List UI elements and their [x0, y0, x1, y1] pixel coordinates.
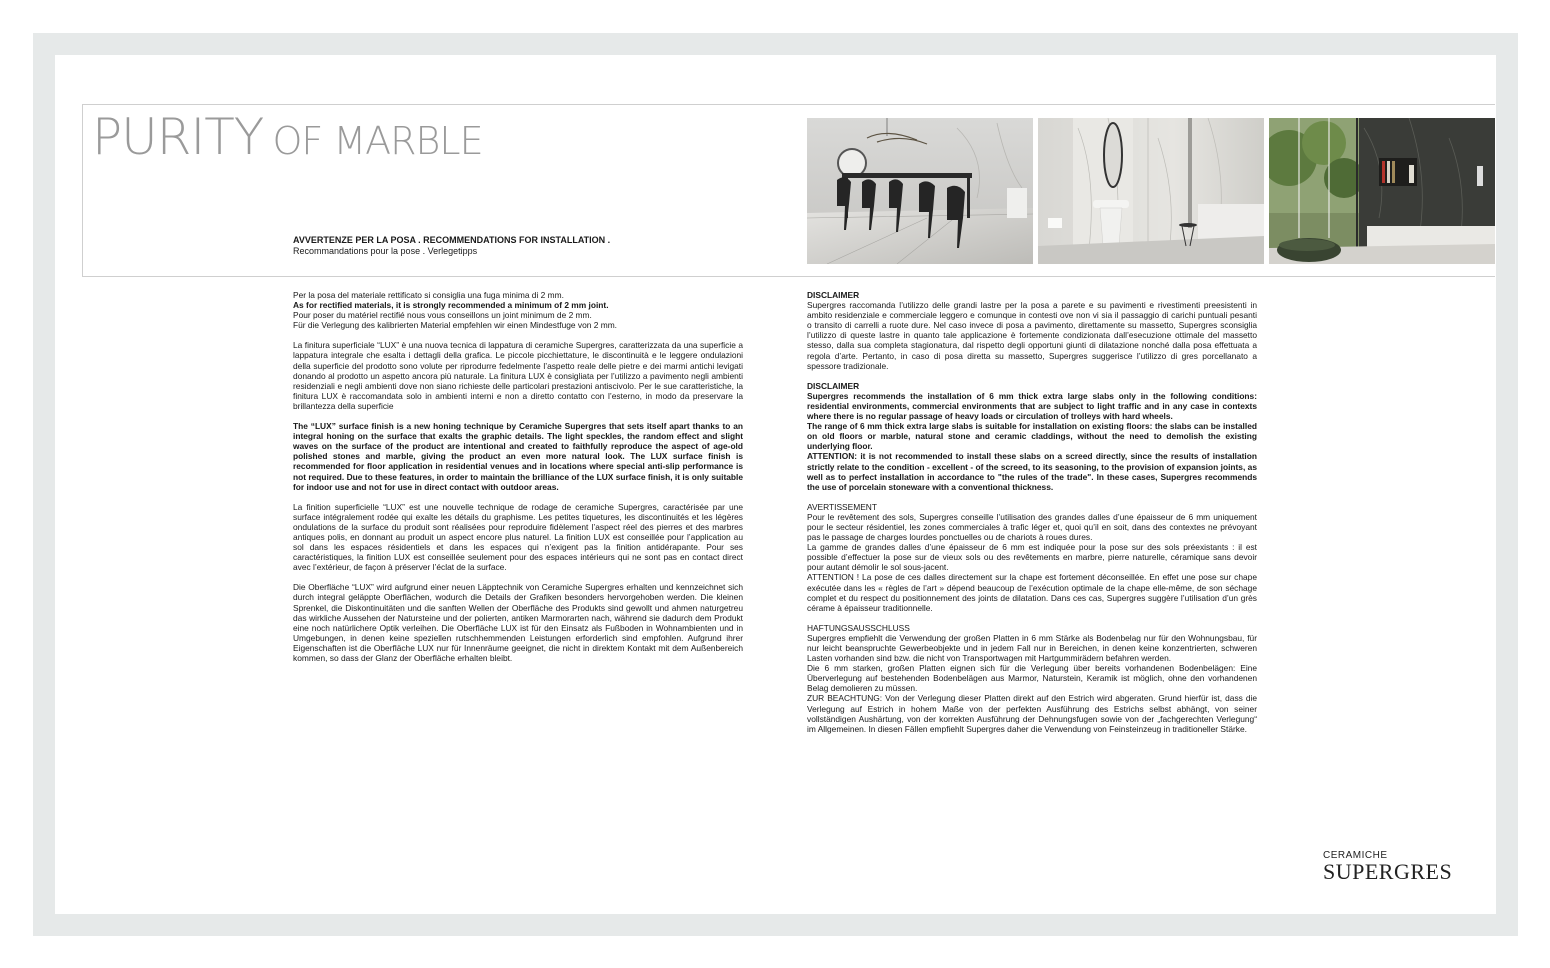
lux-text-fr: La finition superficielle “LUX” est une nouvelle technique de rodage de ceramiche Supergres, caractérisée par une surface intégralement rodée qui exalte les détails du graphisme. Les petites tiquetures, les discontinuités et les légères ondulations de la surface du produit sont réalisées pour reproduire fidèlement l’aspect réel des pierres et des marbres antiques polis, en donnant au produit un aspect encore plus naturel. La finition LUX est conseillée pour l’application au sol dans les espaces résidentiels et dans les espaces qui n’exigent pas la finition antidérapante. Pour ses caractéristiques, la finition LUX est conseillée seulement pour des espaces intérieurs qui ne sont pas en contact direct avec l’extérieur, de façon à préserver l’éclat de la surface.: [293, 501, 743, 573]
joint-text-en: As for rectified materials, it is strongly recommended a minimum of 2 mm joint.: [293, 300, 609, 311]
disclaimer-de-text-3: ZUR BEACHTUNG: Von der Verlegung dieser Platten direkt auf den Estrich wird abgeraten. Grund hierfür ist, dass die Verlegung auf Estrich in hohem Maße von der perfekten Ausführung des Estrichs selbst abhängt, von seiner vollständigen Aushärtung, von der korrekten Ausführung der Dehnungsfugen sowie von der „fachgerechten Verlegung“ im Allgemeinen. In diesen Fällen empfiehlt Supergres daher die Verwendung von Feinsteinzeug in traditioneller Stärke.: [807, 693, 1257, 734]
living-room-photo: [1269, 118, 1495, 264]
joint-text-de: Für die Verlegung des kalibrierten Material empfehlen wir einen Mindestfuge von 2 mm.: [293, 320, 617, 331]
disclaimer-fr-text-2: La gamme de grandes dalles d’une épaisseur de 6 mm est indiquée pour la pose sur des sols préexistants : il est possible d’effectuer la pose sur de vieux sols ou des revêtements en marbre, pierre naturelle, céramique sans devoir pour autant démolir le sol sous-jacent.: [807, 542, 1257, 573]
disclaimer-en-text-2: The range of 6 mm thick extra large slabs is suitable for installation on existing floors: the slabs can be installed on old floors or marble, natural stone and ceramic claddings, without the need to demolish the existing underlying floor.: [807, 421, 1257, 452]
logo-ceramiche: CERAMICHE: [1323, 850, 1388, 861]
dining-room-photo: [807, 118, 1033, 264]
disclaimer-fr-text-3: ATTENTION ! La pose de ces dalles directement sur la chape est fortement déconseillée. En effet une pose sur chape exécutée dans les « règles de l’art » dépend beaucoup de l’exécution optimale de la chape elle-même, de son séchage complet et du respect du positionnement des joints de dilatation. Dans ces cas, Supergres suggère l’utilisation d’un grès cérame à épaisseur traditionnelle.: [807, 572, 1257, 613]
subhead-line-1: AVVERTENZE PER LA POSA . RECOMMENDATIONS FOR INSTALLATION .: [293, 235, 611, 245]
logo-supergres: SUPERGRES: [1323, 859, 1453, 884]
right-text-column: [807, 290, 1257, 734]
page-title: [92, 108, 483, 166]
subhead-line-2: Recommandations pour la pose . Verlegetipps: [293, 246, 478, 256]
bathroom-photo: [1038, 118, 1264, 264]
joint-text-fr: Pour poser du matériel rectifié nous vous conseillons un joint minimum de 2 mm.: [293, 310, 592, 321]
disclaimer-en-text-1: Supergres recommends the installation of 6 mm thick extra large slabs only in the following conditions: residential environments, commercial environments that are subject to light traffic and in any case in contexts where there is no regular passage of heavy loads or circulation of trolleys with hard wheels.: [807, 390, 1257, 422]
lux-text-de: Die Oberfläche “LUX” wird aufgrund einer neuen Läpptechnik von Ceramiche Supergres erhalten und kennzeichnet sich durch integral geläppte Oberflächen, wodurch die Details der Grafiken besonders hervorgehoben werden. Die kleinen Sprenkel, die Diskontinuitäten und die sanften Wellen der Oberfläche des Produkts sind gewollt und ahmen naturgetreu das wirkliche Aussehen der Natursteine und der polierten, antiken Marmorarten nach, während sie dadurch dem Produkt eine noch natürlichere Optik verleihen. Die Oberfläche LUX ist für den Einsatz als Fußboden in Wohnambienten und in Umgebungen, in denen keine speziellen rutschhemmenden Leistungen erforderlich sind empfohlen. Aufgrund ihrer Eigenschaften ist die Oberfläche LUX nur für Innenräume geeignet, die nicht in direktem Kontakt mit dem Außenbereich kommen, so dass der Glanz der Oberfläche erhalten bleibt.: [293, 582, 743, 663]
disclaimer-de-text-2: Die 6 mm starken, großen Platten eignen sich für die Verlegung über bereits vorhandenen Bodenbelägen: Eine Überverlegung auf bestehenden Bodenbelägen aus Marmor, Naturstein, Keramik ist möglich, ohne den vorhandenen Belag demolieren zu müssen.: [807, 663, 1257, 694]
disclaimer-fr-title: AVERTISSEMENT: [807, 501, 877, 512]
disclaimer-it-text: Supergres raccomanda l’utilizzo delle grandi lastre per la posa a parete e su pavimenti e rivestimenti preesistenti in ambito residenziale e commerciale leggero e comunque in contesti ove non vi sia il passaggio di carichi puntuali pesanti o transito di carrelli a ruote dure. Nel caso invece di posa a pavimento, direttamente su massetto, Supergres sconsiglia l’utilizzo di queste lastre in quanto tale applicazione è fortemente condizionata dall’esecuzione ottimale del massetto stesso, dalla sua completa stagionatura, dal rispetto degli opportuni giunti di dilatazione nonché dalla posa effettuata a regola d’arte. Pertanto, in caso di posa diretta su massetto, Supergres suggerisce l’utilizzo di gres porcellanato a spessore tradizionale.: [807, 300, 1257, 371]
disclaimer-en-title: DISCLAIMER: [807, 380, 860, 391]
lux-text-en: The “LUX” surface finish is a new honing technique by Ceramiche Supergres that sets itself apart thanks to an integral honing on the surface that exalts the graphic details. The light speckles, the random effect and slight waves on the surface of the product are intentional and created to faithfully reproduce the aspect of age-old polished stones and marble, giving the product an even more natural look. The LUX surface finish is recommended for floor application in residential venues and in locations where special anti-slip performance is not required. Due to these features, in order to maintain the brilliance of the LUX surface finish, it is only suitable for indoor use and not for use in direct contact with outdoor areas.: [293, 421, 743, 492]
lux-text-it: La finitura superficiale “LUX” è una nuova tecnica di lappatura di ceramiche Supergres, caratterizzata da una superficie a lappatura integrale che esalta i dettagli della grafica. Le piccole picchiettature, le discontinuità e le leggere ondulazioni della superficie del prodotto sono volute per riprodurre fedelmente l’aspetto reale delle pietre e dei marmi antichi levigati donando al prodotto un aspetto ancora più naturale. La finitura LUX è consigliata per l’utilizzo a pavimento negli ambienti residenziali e negli ambienti dove non siano richieste delle particolari prestazioni antiscivolo. Per le sue caratteristiche, la finitura LUX è raccomandata solo in ambienti interni e non a diretto contatto con l’esterno, in modo da preservare la brillantezza della superficie: [293, 340, 743, 411]
disclaimer-it-title: DISCLAIMER: [807, 290, 860, 300]
installation-subheading: [293, 235, 610, 257]
disclaimer-en-text-3: ATTENTION: it is not recommended to install these slabs on a screed directly, since the results of installation strictly relate to the condition - excellent - of the screed, to its seasoning, to the provision of expansion joints, as well as to perfect installation in accordance to "the rules of the trade". In these cases, Supergres recommends the use of porcelain stoneware with a conventional thickness.: [807, 451, 1257, 492]
disclaimer-de-text-1: Supergres empfiehlt die Verwendung der großen Platten in 6 mm Stärke als Bodenbelag nur für den Wohnungsbau, für nur leicht beanspruchte Gewerbeobjekte und in jedem Fall nur in Bereichen, in denen keine konzentrierten, schweren Lasten vorhanden sind bzw. die nicht von Transportwagen mit Hartgummirädern befahren werden.: [807, 632, 1257, 664]
title-of-marble: OF MARBLE: [272, 119, 483, 163]
joint-text-it: Per la posa del materiale rettificato si consiglia una fuga minima di 2 mm.: [293, 290, 564, 300]
left-text-column: [293, 290, 743, 673]
supergres-logo: [1323, 850, 1452, 883]
title-purity: PURITY: [92, 108, 264, 166]
disclaimer-de-title: HAFTUNGSAUSSCHLUSS: [807, 622, 910, 633]
disclaimer-fr-text-1: Pour le revêtement des sols, Supergres conseille l’utilisation des grandes dalles d’une épaisseur de 6 mm uniquement pour le secteur résidentiel, les zones commerciales à trafic léger et, quoi qu’il en soit, dans des contextes ne prévoyant pas le passage de charges lourdes ponctuelles ou de chariots à roues dures.: [807, 511, 1257, 543]
